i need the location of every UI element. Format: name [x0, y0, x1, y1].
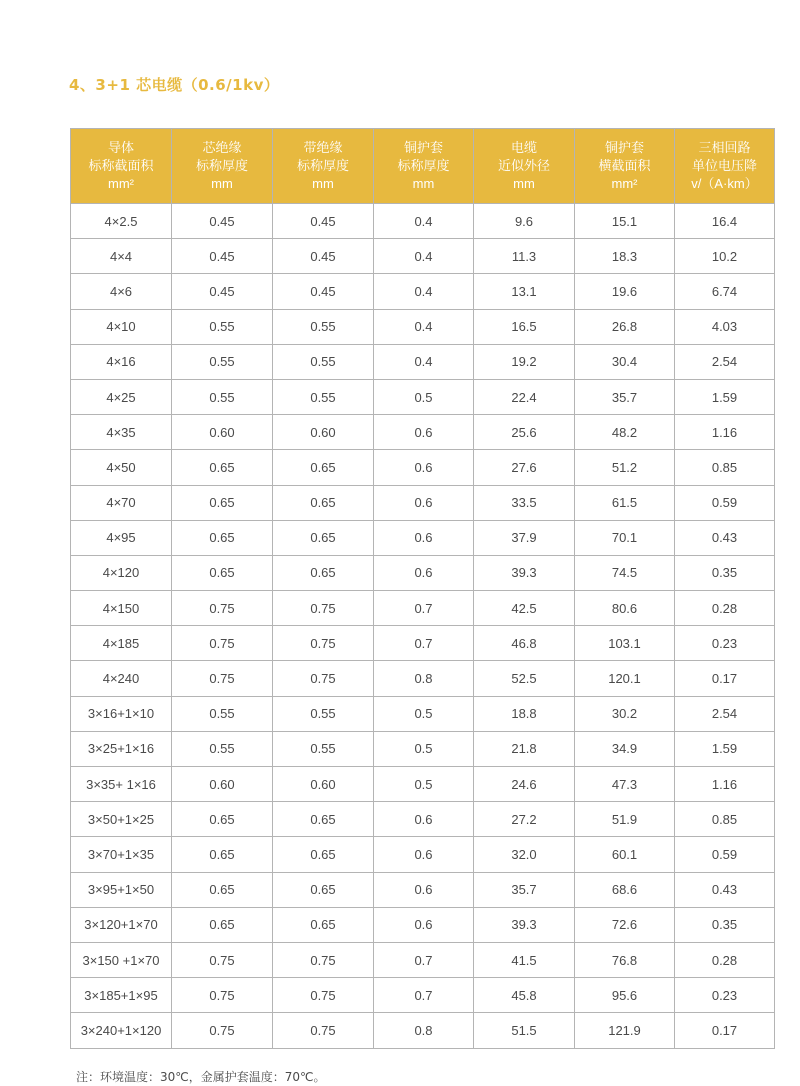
table-cell: 3×35+ 1×16 [71, 767, 172, 802]
table-cell: 4×25 [71, 379, 172, 414]
header-line: 标称截面积 [88, 158, 154, 173]
table-cell: 121.9 [575, 1013, 675, 1048]
table-cell: 47.3 [575, 767, 675, 802]
table-cell: 0.28 [675, 942, 775, 977]
table-cell: 4×6 [71, 274, 172, 309]
table-cell: 0.35 [675, 555, 775, 590]
table-cell: 6.74 [675, 274, 775, 309]
table-cell: 41.5 [474, 942, 575, 977]
table-cell: 1.59 [675, 731, 775, 766]
table-cell: 4×16 [71, 344, 172, 379]
header-line: 横截面积 [598, 158, 651, 173]
table-cell: 0.65 [273, 450, 374, 485]
table-cell: 0.55 [172, 379, 273, 414]
table-cell: 76.8 [575, 942, 675, 977]
header-line: 标称厚度 [195, 158, 248, 173]
table-body [71, 204, 775, 1049]
header-line: 电缆 [510, 140, 537, 155]
table-row [71, 1013, 775, 1048]
table-cell: 3×50+1×25 [71, 802, 172, 837]
table-cell: 4×4 [71, 239, 172, 274]
table-cell: 70.1 [575, 520, 675, 555]
header-line: 标称厚度 [296, 158, 349, 173]
table-cell: 0.45 [273, 239, 374, 274]
table-cell: 0.45 [273, 204, 374, 239]
header-belt-insulation [273, 129, 374, 204]
table-cell: 15.1 [575, 204, 675, 239]
table-row [71, 978, 775, 1013]
table-cell: 68.6 [575, 872, 675, 907]
table-cell: 0.65 [172, 907, 273, 942]
table-row [71, 907, 775, 942]
table-cell: 0.60 [273, 415, 374, 450]
table-row [71, 274, 775, 309]
table-cell: 0.7 [374, 626, 474, 661]
table-cell: 48.2 [575, 415, 675, 450]
table-cell: 0.75 [273, 1013, 374, 1048]
table-cell: 0.75 [172, 626, 273, 661]
table-cell: 35.7 [575, 379, 675, 414]
table-cell: 0.60 [172, 767, 273, 802]
table-cell: 0.45 [273, 274, 374, 309]
header-copper-sheath-thickness [374, 129, 474, 204]
table-cell: 34.9 [575, 731, 675, 766]
header-unit: mm [312, 176, 334, 191]
table-cell: 0.60 [273, 767, 374, 802]
table-cell: 0.55 [273, 344, 374, 379]
table-cell: 0.8 [374, 661, 474, 696]
table-cell: 52.5 [474, 661, 575, 696]
table-cell: 0.65 [172, 802, 273, 837]
header-line: 近似外径 [497, 158, 550, 173]
table-cell: 37.9 [474, 520, 575, 555]
table-cell: 0.23 [675, 978, 775, 1013]
table-cell: 45.8 [474, 978, 575, 1013]
table-cell: 103.1 [575, 626, 675, 661]
table-row [71, 661, 775, 696]
table-cell: 0.65 [273, 555, 374, 590]
header-line: 导体 [107, 140, 134, 155]
table-cell: 0.55 [273, 379, 374, 414]
table-cell: 42.5 [474, 591, 575, 626]
table-row [71, 485, 775, 520]
table-cell: 0.55 [172, 344, 273, 379]
table-cell: 4×2.5 [71, 204, 172, 239]
header-unit: mm² [108, 176, 134, 191]
table-cell: 0.55 [273, 309, 374, 344]
table-cell: 0.65 [273, 837, 374, 872]
header-unit: mm² [611, 176, 638, 191]
table-cell: 4×10 [71, 309, 172, 344]
table-cell: 3×25+1×16 [71, 731, 172, 766]
table-cell: 4×50 [71, 450, 172, 485]
table-cell: 95.6 [575, 978, 675, 1013]
table-row [71, 379, 775, 414]
table-cell: 11.3 [474, 239, 575, 274]
table-cell: 0.55 [273, 696, 374, 731]
table-cell: 0.6 [374, 485, 474, 520]
table-cell: 0.85 [675, 802, 775, 837]
header-line: 标称厚度 [397, 158, 450, 173]
table-cell: 0.65 [273, 872, 374, 907]
table-cell: 0.75 [273, 978, 374, 1013]
table-cell: 4×240 [71, 661, 172, 696]
table-cell: 51.2 [575, 450, 675, 485]
table-cell: 39.3 [474, 907, 575, 942]
table-cell: 3×185+1×95 [71, 978, 172, 1013]
table-row [71, 415, 775, 450]
table-cell: 46.8 [474, 626, 575, 661]
header-line: 芯绝缘 [202, 140, 242, 155]
table-row [71, 239, 775, 274]
table-cell: 0.75 [172, 591, 273, 626]
header-unit: v/（A·km） [691, 176, 758, 191]
table-cell: 0.45 [172, 274, 273, 309]
table-cell: 60.1 [575, 837, 675, 872]
table-cell: 4×35 [71, 415, 172, 450]
header-line: 铜护套 [604, 140, 644, 155]
table-cell: 0.75 [172, 978, 273, 1013]
table-cell: 35.7 [474, 872, 575, 907]
table-cell: 0.28 [675, 591, 775, 626]
table-row [71, 555, 775, 590]
table-cell: 10.2 [675, 239, 775, 274]
header-line: 带绝缘 [303, 140, 343, 155]
table-cell: 0.55 [273, 731, 374, 766]
table-row [71, 942, 775, 977]
table-row [71, 872, 775, 907]
table-cell: 0.35 [675, 907, 775, 942]
table-cell: 0.6 [374, 520, 474, 555]
table-cell: 3×120+1×70 [71, 907, 172, 942]
table-cell: 0.4 [374, 239, 474, 274]
table-cell: 0.75 [273, 591, 374, 626]
table-cell: 120.1 [575, 661, 675, 696]
table-row [71, 520, 775, 555]
table-cell: 1.16 [675, 415, 775, 450]
table-cell: 0.65 [172, 520, 273, 555]
table-cell: 33.5 [474, 485, 575, 520]
header-line: 三相回路 [698, 140, 751, 155]
table-cell: 0.65 [273, 520, 374, 555]
table-cell: 72.6 [575, 907, 675, 942]
table-cell: 0.4 [374, 344, 474, 379]
table-cell: 25.6 [474, 415, 575, 450]
table-cell: 0.6 [374, 907, 474, 942]
table-cell: 4×120 [71, 555, 172, 590]
table-header-row [71, 129, 775, 204]
table-cell: 0.65 [273, 802, 374, 837]
table-cell: 24.6 [474, 767, 575, 802]
table-cell: 0.65 [273, 907, 374, 942]
table-cell: 80.6 [575, 591, 675, 626]
table-cell: 51.5 [474, 1013, 575, 1048]
table-row [71, 696, 775, 731]
table-cell: 0.55 [172, 696, 273, 731]
table-cell: 0.45 [172, 204, 273, 239]
table-cell: 0.65 [172, 837, 273, 872]
table-cell: 0.6 [374, 555, 474, 590]
table-cell: 0.4 [374, 309, 474, 344]
table-cell: 51.9 [575, 802, 675, 837]
footnote: 注：环境温度：30℃，金属护套温度：70℃。 [76, 1070, 326, 1084]
table-cell: 19.6 [575, 274, 675, 309]
table-cell: 0.65 [172, 872, 273, 907]
table-cell: 0.65 [172, 485, 273, 520]
table-cell: 19.2 [474, 344, 575, 379]
table-row [71, 450, 775, 485]
table-cell: 0.6 [374, 872, 474, 907]
table-cell: 2.54 [675, 696, 775, 731]
table-cell: 4×70 [71, 485, 172, 520]
table-cell: 0.4 [374, 274, 474, 309]
table-cell: 1.16 [675, 767, 775, 802]
table-cell: 0.8 [374, 1013, 474, 1048]
table-cell: 0.65 [172, 450, 273, 485]
table-cell: 13.1 [474, 274, 575, 309]
cable-spec-table [70, 128, 775, 1049]
table-row [71, 344, 775, 379]
table-row [71, 767, 775, 802]
table-cell: 26.8 [575, 309, 675, 344]
table-cell: 3×240+1×120 [71, 1013, 172, 1048]
header-line: 铜护套 [403, 140, 443, 155]
table-cell: 0.17 [675, 661, 775, 696]
table-row [71, 802, 775, 837]
table-cell: 32.0 [474, 837, 575, 872]
table-cell: 0.23 [675, 626, 775, 661]
table-row [71, 591, 775, 626]
table-cell: 0.7 [374, 942, 474, 977]
table-row [71, 731, 775, 766]
table-cell: 0.55 [172, 731, 273, 766]
table-cell: 22.4 [474, 379, 575, 414]
table-cell: 0.43 [675, 520, 775, 555]
table-cell: 9.6 [474, 204, 575, 239]
table-cell: 0.75 [172, 1013, 273, 1048]
table-cell: 0.75 [273, 942, 374, 977]
table-cell: 0.5 [374, 767, 474, 802]
table-cell: 3×95+1×50 [71, 872, 172, 907]
table-cell: 4×185 [71, 626, 172, 661]
header-unit: mm [513, 176, 535, 191]
table-cell: 0.7 [374, 978, 474, 1013]
header-unit: mm [211, 176, 233, 191]
table-cell: 4×95 [71, 520, 172, 555]
table-cell: 21.8 [474, 731, 575, 766]
table-cell: 0.6 [374, 802, 474, 837]
table-cell: 61.5 [575, 485, 675, 520]
table-cell: 0.59 [675, 837, 775, 872]
table-cell: 0.5 [374, 379, 474, 414]
table-cell: 0.43 [675, 872, 775, 907]
table-cell: 0.65 [273, 485, 374, 520]
table-cell: 0.6 [374, 837, 474, 872]
table-cell: 18.8 [474, 696, 575, 731]
table-cell: 0.75 [172, 942, 273, 977]
table-row [71, 309, 775, 344]
table-cell: 4.03 [675, 309, 775, 344]
table-cell: 0.85 [675, 450, 775, 485]
header-cable-diameter [474, 129, 575, 204]
header-conductor-area [71, 129, 172, 204]
table-cell: 30.2 [575, 696, 675, 731]
table-cell: 16.4 [675, 204, 775, 239]
table-cell: 0.75 [273, 661, 374, 696]
table-row [71, 204, 775, 239]
table-cell: 16.5 [474, 309, 575, 344]
table-row [71, 837, 775, 872]
table-cell: 1.59 [675, 379, 775, 414]
table-cell: 0.5 [374, 731, 474, 766]
table-cell: 74.5 [575, 555, 675, 590]
table-cell: 2.54 [675, 344, 775, 379]
table-cell: 0.55 [172, 309, 273, 344]
table-cell: 0.17 [675, 1013, 775, 1048]
table-cell: 27.2 [474, 802, 575, 837]
table-cell: 27.6 [474, 450, 575, 485]
table-cell: 0.60 [172, 415, 273, 450]
table-row [71, 626, 775, 661]
table-cell: 0.6 [374, 450, 474, 485]
table-cell: 0.5 [374, 696, 474, 731]
table-cell: 3×16+1×10 [71, 696, 172, 731]
table-cell: 0.4 [374, 204, 474, 239]
section-title: 4、3+1 芯电缆（0.6/1kv） [69, 76, 280, 94]
header-line: 单位电压降 [691, 158, 757, 173]
table-cell: 0.6 [374, 415, 474, 450]
table-cell: 0.45 [172, 239, 273, 274]
table-cell: 0.75 [273, 626, 374, 661]
table-cell: 0.65 [172, 555, 273, 590]
header-unit: mm [412, 176, 435, 191]
table-cell: 39.3 [474, 555, 575, 590]
table-cell: 4×150 [71, 591, 172, 626]
table-cell: 3×150 +1×70 [71, 942, 172, 977]
table-cell: 0.7 [374, 591, 474, 626]
header-copper-sheath-area [575, 129, 675, 204]
table-cell: 30.4 [575, 344, 675, 379]
table-cell: 18.3 [575, 239, 675, 274]
header-core-insulation [172, 129, 273, 204]
table-cell: 3×70+1×35 [71, 837, 172, 872]
table-cell: 0.75 [172, 661, 273, 696]
table-cell: 0.59 [675, 485, 775, 520]
header-voltage-drop [675, 129, 775, 204]
